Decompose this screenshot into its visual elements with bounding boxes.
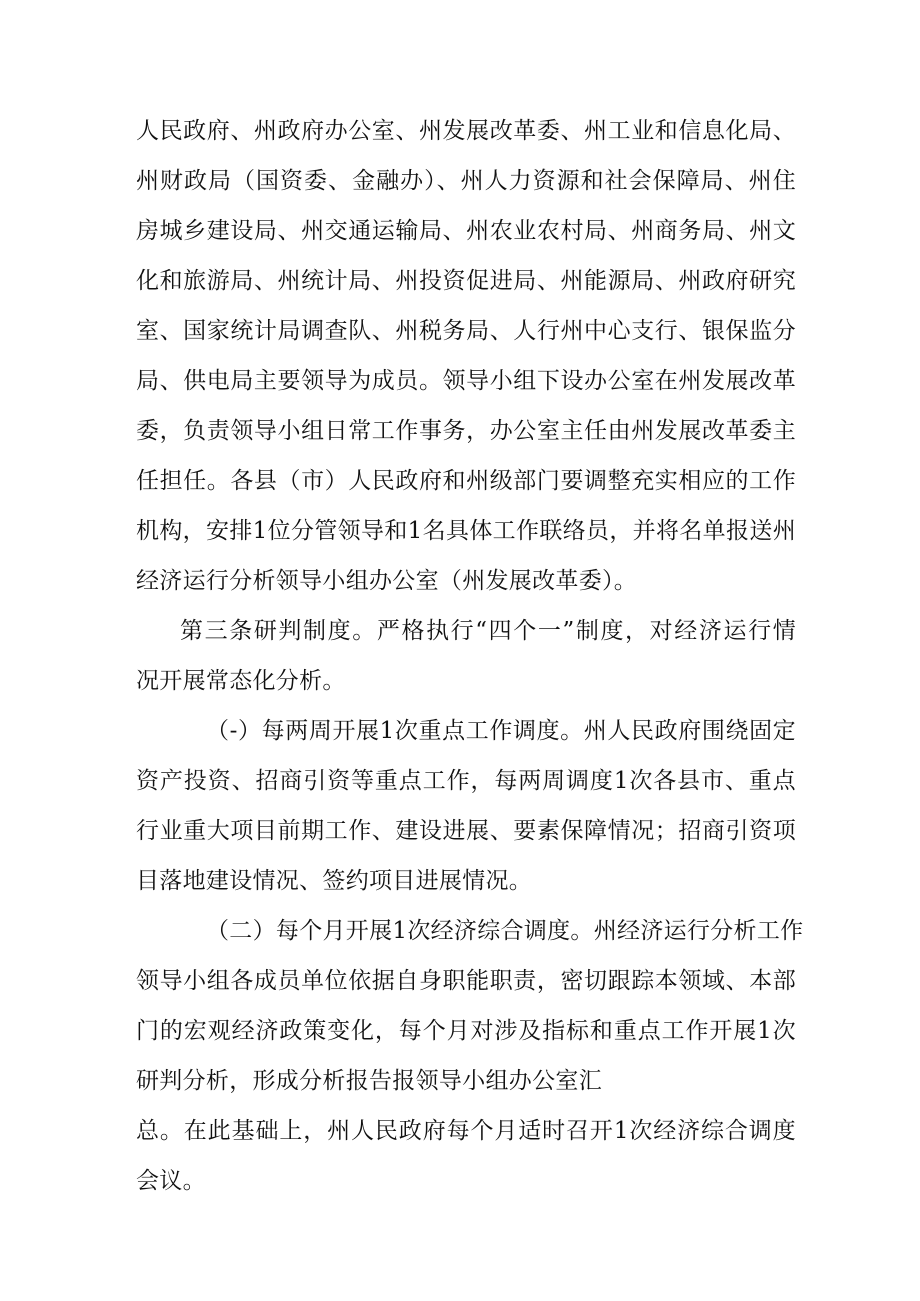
- body-text-line: 资产投资、招商引资等重点工作，每两周调度1次各县市、重点: [136, 768, 796, 794]
- body-text-line: 机构，安排1位分管领导和1名具体工作联络员，并将名单报送州: [136, 518, 796, 544]
- body-text-line: 门的宏观经济政策变化，每个月对涉及指标和重点工作开展1次: [136, 1018, 796, 1044]
- body-text-line: 人民政府、州政府办公室、州发展改革委、州工业和信息化局、: [136, 118, 796, 144]
- body-text-line: 研判分析，形成分析报告报领导小组办公室汇: [136, 1068, 602, 1094]
- body-text-line: 行业重大项目前期工作、建设进展、要素保障情况；招商引资项: [136, 818, 796, 844]
- article-heading-line: 第三条研判制度。严格执行“四个一”制度，对经济运行情: [180, 618, 796, 644]
- body-text-line: 况开展常态化分析。: [136, 668, 346, 694]
- body-text-line: 目落地建设情况、签约项目进展情况。: [136, 868, 533, 894]
- body-text-line: 局、供电局主要领导为成员。领导小组下设办公室在州发展改革: [136, 368, 796, 394]
- body-text-line: 任担任。各县（市）人民政府和州级部门要调整充实相应的工作: [136, 468, 796, 494]
- body-text-line: 州财政局（国资委、金融办）、州人力资源和社会保障局、州住: [136, 168, 796, 194]
- body-text-line: 房城乡建设局、州交通运输局、州农业农村局、州商务局、州文: [136, 218, 796, 244]
- body-text-line: 室、国家统计局调查队、州税务局、人行州中心支行、银保监分: [136, 318, 796, 344]
- body-text-line: 领导小组各成员单位依据自身职能职责，密切跟踪本领域、本部: [136, 968, 796, 994]
- item-heading-line: （-）每两周开展1次重点工作调度。州人民政府围绕固定: [206, 718, 796, 744]
- body-text-line: 总。在此基础上，州人民政府每个月适时召开1次经济综合调度: [136, 1118, 796, 1144]
- item-heading-line: （二）每个月开展1次经济综合调度。州经济运行分析工作: [206, 918, 804, 944]
- body-text-line: 会议。: [136, 1168, 206, 1194]
- body-text-line: 经济运行分析领导小组办公室（州发展改革委）。: [136, 568, 638, 594]
- body-text-line: 委，负责领导小组日常工作事务，办公室主任由州发展改革委主: [136, 418, 796, 444]
- body-text-line: 化和旅游局、州统计局、州投资促进局、州能源局、州政府研究: [136, 268, 796, 294]
